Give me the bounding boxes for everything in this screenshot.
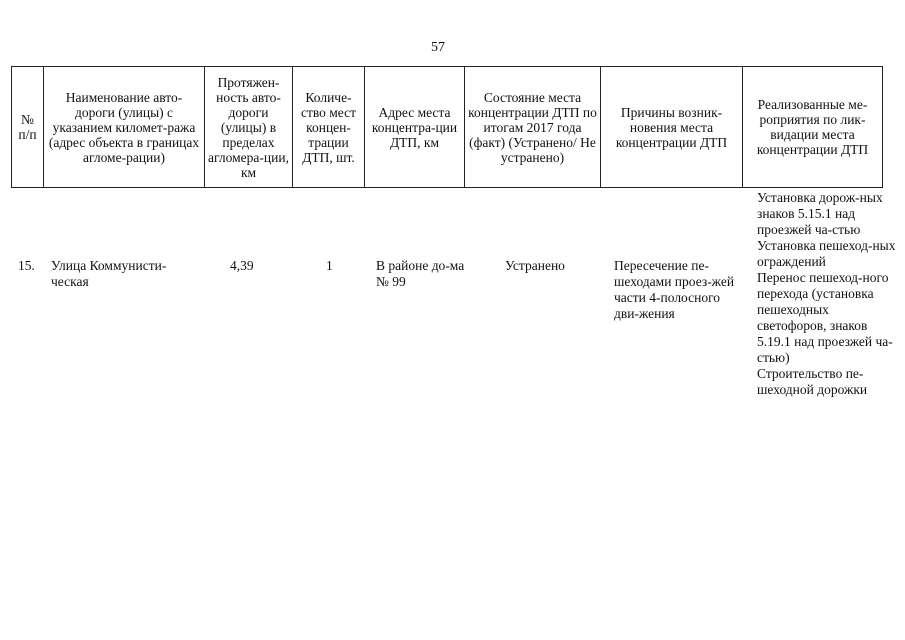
header-count: Количе-ство мест концен-трации ДТП, шт. (293, 67, 365, 188)
row-measures (757, 190, 897, 398)
measure-item: Установка дорож-ных знаков 5.15.1 над проезжей ча-стью (757, 190, 883, 237)
page-number: 57 (431, 40, 445, 55)
header-measures: Реализованные ме-роприятия по лик-видации места концентрации ДТП (743, 67, 883, 188)
header-length: Протяжен-ность авто-дороги (улицы) в пределах агломера-ции, км (205, 67, 293, 188)
header-causes: Причины возник-новения места концентрации ДТП (601, 67, 743, 188)
measure-item: Установка пешеход-ных ограждений (757, 238, 896, 269)
row-road-name: Улица Коммунисти-ческая (51, 258, 167, 289)
row-count: 1 (326, 258, 333, 273)
measure-item: Строительство пе-шеходной дорожки (757, 366, 868, 397)
row-length: 4,39 (230, 258, 254, 273)
header-state: Состояние места концентрации ДТП по итогам 2017 года (факт) (Устранено/ Не устранено) (465, 67, 601, 188)
header-road-name: Наименование авто-дороги (улицы) с указанием километ-ража (адрес объекта в границах агломе-рации) (44, 67, 205, 188)
row-num: 15. (18, 258, 35, 273)
measure-item: Перенос пешеход-ного перехода (установка пешеходных светофоров, знаков 5.19.1 над проезжей ча-стью) (757, 270, 893, 365)
header-address: Адрес места концентра-ции ДТП, км (365, 67, 465, 188)
row-address: В районе до-ма № 99 (376, 258, 465, 289)
header-num: № п/п (12, 67, 44, 188)
row-state: Устранено (505, 258, 565, 273)
row-causes: Пересечение пе-шеходами проез-жей части 4-полосного дви-жения (614, 258, 735, 321)
header-table (11, 66, 883, 188)
